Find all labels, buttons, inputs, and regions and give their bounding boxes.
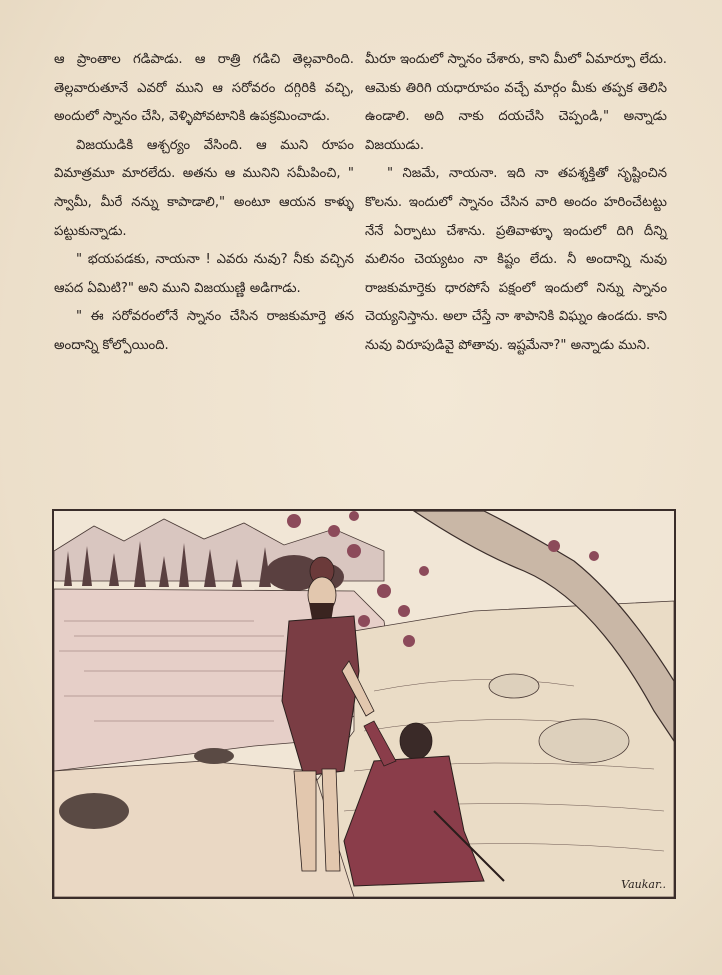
left-text-column xyxy=(54,46,354,361)
paragraph-1: ఆ ప్రాంతాల గడిపాడు. ఆ రాత్రి గడిచి తెల్లవారింది. తెల్లవారుతూనే ఎవరో ముని ఆ సరోవరం దగ్గిరికి వచ్చి, అందులో స్నానం చేసి, వెళ్ళిపోవటానికి ఉపక్రమించాడు. xyxy=(54,52,354,125)
rock xyxy=(539,719,629,763)
paragraph-2: విజయుడికి ఆశ్చర్యం వేసింది. ఆ ముని రూపం విమాత్రమూ మారలేదు. అతను ఆ మునిని సమీపించి, " స్వామీ, మీరే నన్ను కాపాడాలి," అంటూ ఆయన కాళ్ళు పట్టుకున్నాడు. xyxy=(54,137,354,239)
bush xyxy=(194,748,234,764)
paragraph-4: " ఈ సరోవరంలోనే స్నానం చేసిన రాజకుమార్తె తన అందాన్ని కోల్పోయింది. xyxy=(54,309,354,353)
paragraph-3: " భయపడకు, నాయనా ! ఎవరు నువు? నీకు వచ్చిన ఆపద ఏమిటి?" అని ముని విజయుణ్ణి అడిగాడు. xyxy=(54,252,354,296)
rock xyxy=(489,674,539,698)
story-illustration xyxy=(52,509,676,899)
illustration-drawing xyxy=(54,511,674,897)
paragraph-6: " నిజమే, నాయనా. ఇది నా తపశ్శక్తితో సృష్టించిన కొలను. ఇందులో స్నానం చేసిన వారి అందం హరించేటట్టు నేనే ఏర్పాటు చేశాను. ప్రతివాళ్ళూ ఇందులో దిగి దీన్ని మలినం చెయ్యటం నా కిష్టం లేదు. నీ అందాన్ని నువు రాజకుమార్తెకు ధారపోసే పక్షంలో ఇందులో నిన్ను స్నానం చెయ్యనిస్తాను. అలా చేస్తే నా శాపానికి విఘ్నం ఉండదు. కాని నువు విరూపుడివై పోతావు. ఇష్టమేనా?" అన్నాడు ముని. xyxy=(365,166,667,353)
bush xyxy=(59,793,129,829)
paragraph-5: మీరూ ఇందులో స్నానం చేశారు, కాని మీలో ఏమార్పూ లేదు. ఆమెకు తిరిగి యధారూపం వచ్చే మార్గం మీకు తప్పక తెలిసి ఉండాలి. అది నాకు దయచేసి చెప్పండి," అన్నాడు విజయుడు. xyxy=(365,52,667,153)
artist-signature: Vaukar.. xyxy=(621,878,666,891)
right-text-column xyxy=(365,46,667,361)
